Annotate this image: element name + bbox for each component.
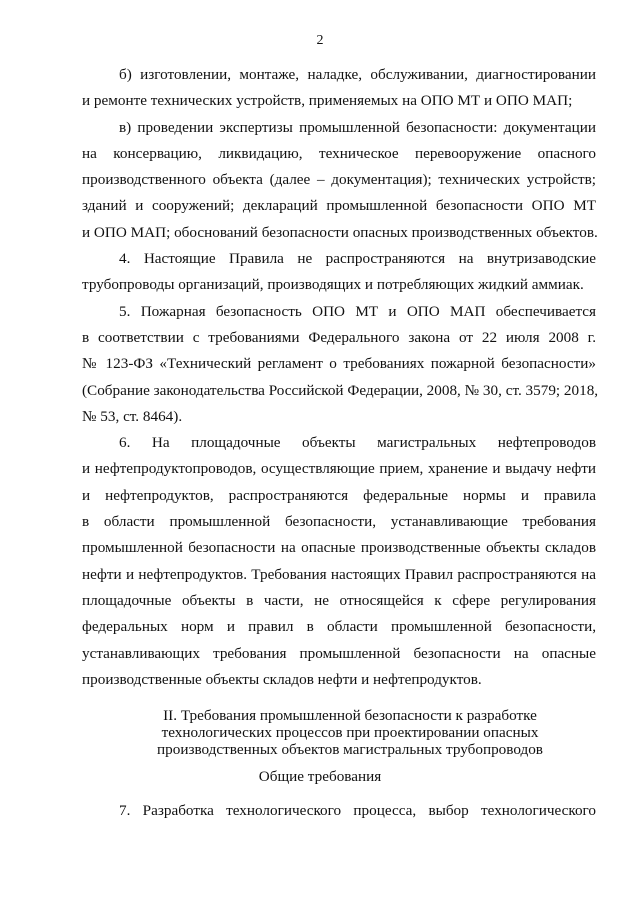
paragraph-line: в области промышленной безопасности, устанавливающие требования	[82, 513, 596, 531]
paragraph-item-b	[82, 62, 596, 115]
paragraph-line: в соответствии с требованиями Федерального закона от 22 июля 2008 г.	[82, 328, 596, 346]
paragraph-4	[82, 246, 596, 299]
paragraph-line: в) проведении экспертизы промышленной безопасности: документации	[119, 118, 596, 136]
paragraph-line: 4. Настоящие Правила не распространяются на внутризаводские	[119, 250, 596, 268]
paragraph-line: федеральных норм и правил в области промышленной безопасности,	[82, 618, 596, 636]
section-heading	[150, 707, 550, 758]
document-body	[82, 62, 599, 693]
section-heading-line: производственных объектов магистральных трубопроводов	[157, 741, 543, 758]
paragraph-line: на консервацию, ликвидацию, техническое перевооружение опасного	[82, 144, 596, 162]
subsection-heading: Общие требования	[258, 768, 382, 785]
paragraph-line: и нефтепродуктопроводов, осуществляющие прием, хранение и выдачу нефти	[82, 460, 596, 478]
paragraph-line: и ремонте технических устройств, применяемых на ОПО МТ и ОПО МАП;	[82, 92, 573, 110]
paragraph-line: б) изготовлении, монтаже, наладке, обслуживании, диагностировании	[119, 66, 596, 83]
paragraph-line: и нефтепродуктов, распространяются федеральные нормы и правила	[82, 486, 596, 504]
paragraph-line: производственные объекты складов нефти и нефтепродуктов.	[82, 670, 482, 688]
section-heading-line: II. Требования промышленной безопасности к разработке	[163, 707, 537, 724]
section-heading-line: технологических процессов при проектировании опасных	[161, 724, 539, 741]
page-number: 2	[316, 33, 324, 48]
paragraph-7	[119, 798, 596, 824]
paragraph-item-v	[82, 115, 596, 246]
paragraph-line: трубопроводы организаций, производящих и потребляющих жидкий аммиак.	[82, 276, 584, 294]
paragraph-line: устанавливающих требования промышленной безопасности на опасные	[82, 644, 596, 662]
paragraph-line: № 53, ст. 8464).	[82, 407, 183, 425]
paragraph-line: № 123-ФЗ «Технический регламент о требованиях пожарной безопасности»	[82, 355, 596, 373]
paragraph-5	[82, 299, 599, 430]
paragraph-line: 7. Разработка технологического процесса, выбор технологического	[119, 802, 596, 819]
paragraph-line: промышленной безопасности на опасные производственные объекты складов	[82, 539, 596, 557]
paragraph-line: площадочные объекты в части, не относящейся к сфере регулирования	[82, 591, 596, 609]
paragraph-line: зданий и сооружений; деклараций промышленной безопасности ОПО МТ	[82, 197, 596, 215]
paragraph-line: (Собрание законодательства Российской Федерации, 2008, № 30, ст. 3579; 2018,	[82, 381, 599, 399]
paragraph-6	[82, 430, 596, 693]
paragraph-line: 6. На площадочные объекты магистральных нефтепроводов	[119, 434, 596, 452]
paragraph-line: нефти и нефтепродуктов. Требования настоящих Правил распространяются на	[82, 565, 596, 583]
paragraph-line: 5. Пожарная безопасность ОПО МТ и ОПО МАП обеспечивается	[119, 302, 596, 320]
paragraph-line: производственного объекта (далее – документация); технических устройств;	[82, 171, 596, 189]
paragraph-line: и ОПО МАП; обоснований безопасности опасных производственных объектов.	[82, 223, 598, 241]
